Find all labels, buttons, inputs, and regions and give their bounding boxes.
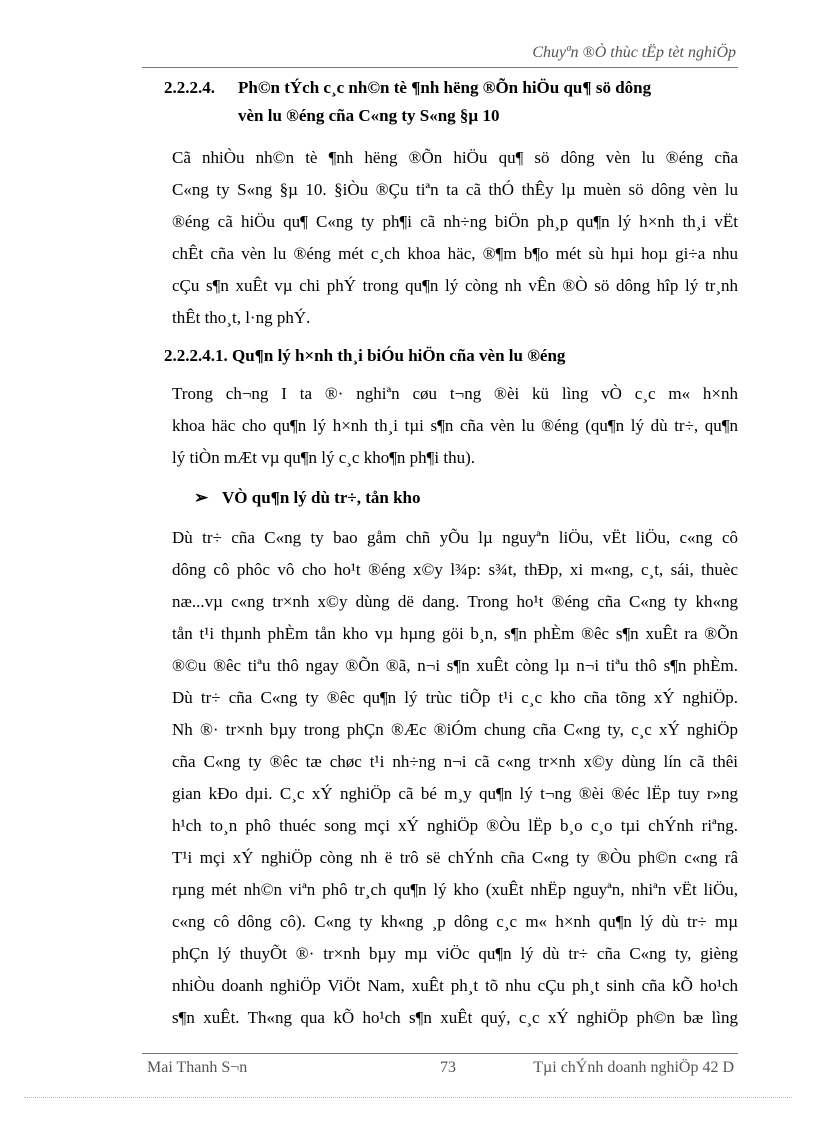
body-line: phÇn lý thuyÕt ®· tr×nh bµy mµ viÖc qu¶n lý dù tr÷ cña C«ng ty, gièng <box>172 944 738 963</box>
bullet-title: VÒ qu¶n lý dù tr÷, tån kho <box>222 488 421 507</box>
body-line: c«ng cô dông cô). C«ng ty kh«ng ¸p dông c¸c m« h×nh qu¶n lý dù tr÷ mµ <box>172 912 738 931</box>
body-line: Dù tr÷ cña C«ng ty ®êc qu¶n lý trùc tiÕp t¹i c¸c kho cña tõng xÝ nghiÖp. <box>172 688 738 707</box>
intro-line: ®éng cã hiÖu qu¶ C«ng ty ph¶i cã nh÷ng biÖn ph¸p qu¶n lý h×nh th¸i vËt <box>172 212 738 231</box>
section-title-line-2: vèn lu ®éng cña C«ng ty S«ng §µ 10 <box>238 106 500 125</box>
bullet-heading <box>194 482 738 514</box>
subsection-paragraph <box>164 378 738 474</box>
header-divider <box>142 67 738 68</box>
page-bottom-border <box>24 1097 792 1098</box>
intro-line: cÇu s¶n xuÊt vµ chi phÝ trong qu¶n lý còng nh vÊn ®Ò sö dông hîp lý tr¸nh <box>172 276 738 295</box>
intro-line: C«ng ty S«ng §µ 10. §iÒu ®Çu tiªn ta cã thÓ thÊy lµ muèn sö dông vèn lu <box>172 180 738 199</box>
arrow-bullet-icon: ➢ <box>194 488 209 507</box>
body-line: tån t¹i thµnh phÈm tån kho vµ hµng göi b¸n, s¶n phÈm ®êc s¶n xuÊt ra ®Õn <box>172 624 738 643</box>
body-line: T¹i mçi xÝ nghiÖp còng nh ë trô së chÝnh cña C«ng ty ®Òu ph©n c«ng râ <box>172 848 738 867</box>
body-line: Dù tr÷ cña C«ng ty bao gåm chñ yÕu lµ nguyªn liÖu, vËt liÖu, c«ng cô <box>172 528 738 547</box>
intro-line: Cã nhiÒu nh©n tè ¶nh hëng ®Õn hiÖu qu¶ sö dông vèn lu ®éng cña <box>172 148 738 167</box>
subsection-line: Trong ch¬ng I ta ®· nghiªn cøu t¬ng ®èi kü lìng vÒ c¸c m« h×nh <box>172 384 738 403</box>
subsection-line: lý tiÒn mÆt vµ qu¶n lý c¸c kho¶n ph¶i thu). <box>172 448 475 467</box>
page-content <box>164 74 738 1034</box>
intro-line: chÊt cña vèn lu ®éng mét c¸ch khoa häc, ®¶m b¶o mét sù hµi hoµ gi÷a nhu <box>172 244 738 263</box>
body-line: Nh ®· tr×nh bµy trong phÇn ®Æc ®iÓm chung cña C«ng ty, c¸c xÝ nghiÖp <box>172 720 738 739</box>
footer-class-label: Tµi chÝnh doanh nghiÖp 42 D <box>533 1059 734 1076</box>
body-paragraph <box>164 522 738 1034</box>
footer-divider <box>142 1053 738 1054</box>
body-line: s¶n xuÊt. Th«ng qua kÕ ho¹ch s¶n xuÊt quý, c¸c xÝ nghiÖp ph©n bæ lìng <box>172 1008 738 1027</box>
page-number: 73 <box>440 1059 456 1076</box>
body-line: næ...vµ c«ng tr×nh x©y dùng dë dang. Trong ho¹t ®éng cña C«ng ty kh«ng <box>172 592 738 611</box>
section-number: 2.2.2.4. <box>164 78 215 97</box>
section-title-line-1: Ph©n tÝch c¸c nh©n tè ¶nh hëng ®Õn hiÖu qu¶ sö dông <box>238 78 652 97</box>
body-line: dông cô phôc vô cho ho¹t ®éng x©y l¾p: s¾t, thÐp, xi m«ng, c¸t, sái, thuèc <box>172 560 738 579</box>
intro-paragraph <box>164 142 738 334</box>
body-line: nhiÒu doanh nghiÖp ViÖt Nam, xuÊt ph¸t tõ nhu cÇu ph¸t sinh cña kÕ ho¹ch <box>172 976 738 995</box>
body-line: gian kÐo dµi. C¸c xÝ nghiÖp cã bé m¸y qu¶n lý t¬ng ®èi ®éc lËp tuy r»ng <box>172 784 738 803</box>
body-line: rµng mét nh©n viªn phô tr¸ch qu¶n lý kho (xuÊt nhËp nguyªn, nhiªn vËt liÖu, <box>172 880 738 899</box>
intro-line: thÊt tho¸t, l·ng phÝ. <box>172 308 311 327</box>
body-line: h¹ch to¸n phô thuéc song mçi xÝ nghiÖp ®Òu lËp b¸o c¸o tµi chÝnh riªng. <box>172 816 738 835</box>
running-header: Chuyªn ®Ò thùc tËp tèt nghiÖp <box>532 44 736 61</box>
body-line: ®©u ®êc tiªu thô ngay ®Õn ®ã, n¬i s¶n xuÊt còng lµ n¬i tiªu thô s¶n phÈm. <box>172 656 738 675</box>
subsection-heading: 2.2.2.4.1. Qu¶n lý h×nh th¸i biÓu hiÖn cña vèn lu ®éng <box>164 346 566 365</box>
section-heading <box>164 74 738 130</box>
footer-author: Mai Thanh S¬n <box>147 1059 248 1076</box>
subsection-line: khoa häc cho qu¶n lý h×nh th¸i tµi s¶n cña vèn lu ®éng (qu¶n lý dù tr÷, qu¶n <box>172 416 738 435</box>
body-line: cña C«ng ty ®êc tæ chøc t¹i nh÷ng n¬i cã c«ng tr×nh x©y dùng lín cã thêi <box>172 752 738 771</box>
